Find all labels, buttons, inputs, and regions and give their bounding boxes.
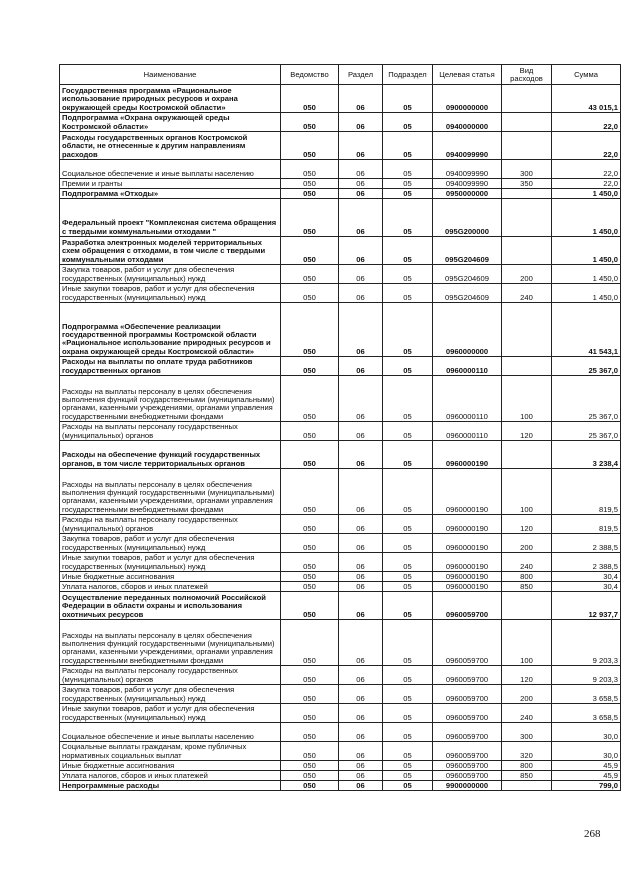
row-subsection: 05 [383, 469, 433, 515]
row-expense-type: 800 [502, 572, 552, 582]
row-name: Подпрограмма «Обеспечение реализации государственной программы Костромской области «Рациональное использование природных ресурсов и охрана окружающей среды Костромской области» [60, 303, 281, 357]
row-amount: 1 450,0 [552, 189, 621, 199]
row-section: 06 [339, 189, 383, 199]
row-name: Расходы на обеспечение функций государственных органов, в том числе территориальных органов [60, 441, 281, 469]
table-row [60, 666, 621, 685]
row-section: 06 [339, 132, 383, 160]
row-target-item: 0960059700 [433, 685, 502, 704]
row-amount: 819,5 [552, 469, 621, 515]
row-section: 06 [339, 160, 383, 179]
row-subsection: 05 [383, 666, 433, 685]
row-department: 050 [281, 723, 339, 742]
row-expense-type [502, 357, 552, 376]
row-department: 050 [281, 113, 339, 132]
row-subsection: 05 [383, 265, 433, 284]
row-department: 050 [281, 534, 339, 553]
row-subsection: 05 [383, 685, 433, 704]
row-target-item: 0960000190 [433, 441, 502, 469]
row-section: 06 [339, 704, 383, 723]
row-subsection: 05 [383, 189, 433, 199]
row-amount: 1 450,0 [552, 284, 621, 303]
row-name: Иные бюджетные ассигнования [60, 572, 281, 582]
row-target-item: 0960000190 [433, 572, 502, 582]
row-expense-type [502, 303, 552, 357]
row-department: 050 [281, 742, 339, 761]
row-expense-type: 120 [502, 515, 552, 534]
row-department: 050 [281, 582, 339, 592]
row-amount: 41 543,1 [552, 303, 621, 357]
row-section: 06 [339, 237, 383, 265]
table-row [60, 771, 621, 781]
row-amount: 22,0 [552, 160, 621, 179]
row-amount: 3 658,5 [552, 704, 621, 723]
row-subsection: 05 [383, 592, 433, 620]
header-name: Наименование [60, 65, 281, 85]
row-subsection: 05 [383, 761, 433, 771]
row-department: 050 [281, 469, 339, 515]
row-name: Разработка электронных моделей территориальных схем обращения с отходами, в том числе с твердыми коммунальными отходами [60, 237, 281, 265]
row-target-item: 0950000000 [433, 189, 502, 199]
table-header-row [60, 65, 621, 85]
row-expense-type [502, 781, 552, 791]
row-expense-type: 300 [502, 723, 552, 742]
row-target-item: 0960000190 [433, 534, 502, 553]
row-name: Федеральный проект "Комплексная система обращения с твердыми коммунальными отходами " [60, 199, 281, 237]
header-target-item: Целевая статья [433, 65, 502, 85]
row-name: Расходы государственных органов Костромской области, не отнесенные к другим направлениям расходов [60, 132, 281, 160]
row-section: 06 [339, 515, 383, 534]
row-target-item: 0900000000 [433, 85, 502, 113]
row-section: 06 [339, 723, 383, 742]
budget-table-container [59, 64, 620, 791]
row-section: 06 [339, 284, 383, 303]
row-section: 06 [339, 303, 383, 357]
row-section: 06 [339, 572, 383, 582]
row-department: 050 [281, 704, 339, 723]
table-row [60, 284, 621, 303]
row-department: 050 [281, 771, 339, 781]
row-expense-type: 850 [502, 771, 552, 781]
row-amount: 22,0 [552, 113, 621, 132]
row-amount: 1 450,0 [552, 237, 621, 265]
header-subsection: Подраздел [383, 65, 433, 85]
row-department: 050 [281, 160, 339, 179]
row-subsection: 05 [383, 85, 433, 113]
table-row [60, 685, 621, 704]
row-expense-type [502, 189, 552, 199]
table-row [60, 179, 621, 189]
row-target-item: 0960000110 [433, 357, 502, 376]
row-expense-type: 240 [502, 284, 552, 303]
row-section: 06 [339, 85, 383, 113]
row-expense-type: 200 [502, 534, 552, 553]
row-name: Подпрограмма «Отходы» [60, 189, 281, 199]
row-amount: 45,9 [552, 771, 621, 781]
row-name: Закупка товаров, работ и услуг для обеспечения государственных (муниципальных) нужд [60, 534, 281, 553]
row-section: 06 [339, 771, 383, 781]
table-row [60, 199, 621, 237]
table-row [60, 553, 621, 572]
table-row [60, 723, 621, 742]
row-amount: 30,4 [552, 572, 621, 582]
table-row [60, 742, 621, 761]
table-row [60, 515, 621, 534]
row-target-item: 0960059700 [433, 742, 502, 761]
row-amount: 25 367,0 [552, 422, 621, 441]
row-name: Расходы на выплаты персоналу государственных (муниципальных) органов [60, 422, 281, 441]
row-amount: 1 450,0 [552, 199, 621, 237]
row-subsection: 05 [383, 723, 433, 742]
row-amount: 3 238,4 [552, 441, 621, 469]
row-section: 06 [339, 265, 383, 284]
row-target-item: 0960000190 [433, 582, 502, 592]
row-amount: 30,4 [552, 582, 621, 592]
row-subsection: 05 [383, 742, 433, 761]
row-name: Расходы на выплаты персоналу в целях обеспечения выполнения функций государственными (муниципальными) органами, казенными учреждениями, органами управления государственными внебюджетными фондами [60, 620, 281, 666]
table-row [60, 441, 621, 469]
row-expense-type: 100 [502, 469, 552, 515]
row-name: Государственная программа «Рациональное использование природных ресурсов и охрана окружающей среды Костромской области» [60, 85, 281, 113]
row-target-item: 0960059700 [433, 620, 502, 666]
row-department: 050 [281, 237, 339, 265]
row-name: Иные закупки товаров, работ и услуг для обеспечения государственных (муниципальных) нужд [60, 284, 281, 303]
row-subsection: 05 [383, 534, 433, 553]
row-expense-type: 100 [502, 620, 552, 666]
row-department: 050 [281, 179, 339, 189]
row-section: 06 [339, 199, 383, 237]
row-subsection: 05 [383, 515, 433, 534]
table-row [60, 189, 621, 199]
row-section: 06 [339, 742, 383, 761]
row-target-item: 0960000190 [433, 515, 502, 534]
row-name: Социальное обеспечение и иные выплаты населению [60, 160, 281, 179]
row-expense-type: 850 [502, 582, 552, 592]
row-target-item: 095G200000 [433, 199, 502, 237]
row-section: 06 [339, 553, 383, 572]
row-amount: 30,0 [552, 742, 621, 761]
row-expense-type: 120 [502, 666, 552, 685]
row-target-item: 0960059700 [433, 704, 502, 723]
row-section: 06 [339, 357, 383, 376]
table-row [60, 422, 621, 441]
table-row [60, 265, 621, 284]
table-row [60, 132, 621, 160]
table-row [60, 160, 621, 179]
row-expense-type: 200 [502, 685, 552, 704]
row-subsection: 05 [383, 132, 433, 160]
row-subsection: 05 [383, 199, 433, 237]
row-target-item: 0960000000 [433, 303, 502, 357]
row-target-item: 0960059700 [433, 666, 502, 685]
row-target-item: 0960059700 [433, 771, 502, 781]
row-subsection: 05 [383, 572, 433, 582]
row-amount: 25 367,0 [552, 376, 621, 422]
row-amount: 22,0 [552, 179, 621, 189]
row-target-item: 0940099990 [433, 160, 502, 179]
row-name: Непрограммные расходы [60, 781, 281, 791]
row-department: 050 [281, 189, 339, 199]
row-amount: 9 203,3 [552, 620, 621, 666]
row-department: 050 [281, 620, 339, 666]
row-name: Уплата налогов, сборов и иных платежей [60, 582, 281, 592]
row-section: 06 [339, 781, 383, 791]
table-row [60, 704, 621, 723]
row-target-item: 0960000110 [433, 422, 502, 441]
row-subsection: 05 [383, 620, 433, 666]
row-department: 050 [281, 685, 339, 704]
row-department: 050 [281, 781, 339, 791]
row-name: Социальное обеспечение и иные выплаты населению [60, 723, 281, 742]
row-amount: 43 015,1 [552, 85, 621, 113]
row-department: 050 [281, 592, 339, 620]
row-department: 050 [281, 199, 339, 237]
row-expense-type [502, 132, 552, 160]
row-amount: 30,0 [552, 723, 621, 742]
page-number: 268 [584, 828, 601, 840]
row-amount: 22,0 [552, 132, 621, 160]
row-name: Закупка товаров, работ и услуг для обеспечения государственных (муниципальных) нужд [60, 265, 281, 284]
row-department: 050 [281, 284, 339, 303]
row-expense-type: 300 [502, 160, 552, 179]
table-row [60, 761, 621, 771]
row-target-item: 0960059700 [433, 723, 502, 742]
row-amount: 799,0 [552, 781, 621, 791]
row-subsection: 05 [383, 553, 433, 572]
table-row [60, 357, 621, 376]
budget-table [59, 64, 621, 791]
row-section: 06 [339, 761, 383, 771]
row-target-item: 0940000000 [433, 113, 502, 132]
row-name: Расходы на выплаты персоналу в целях обеспечения выполнения функций государственными (муниципальными) органами, казенными учреждениями, органами управления государственными внебюджетными фондами [60, 469, 281, 515]
row-amount: 25 367,0 [552, 357, 621, 376]
row-department: 050 [281, 132, 339, 160]
row-name: Расходы на выплаты по оплате труда работников государственных органов [60, 357, 281, 376]
row-section: 06 [339, 113, 383, 132]
row-target-item: 0960000110 [433, 376, 502, 422]
table-row [60, 376, 621, 422]
row-amount: 1 450,0 [552, 265, 621, 284]
table-row [60, 582, 621, 592]
row-department: 050 [281, 303, 339, 357]
row-target-item: 0940099990 [433, 132, 502, 160]
row-expense-type [502, 113, 552, 132]
row-department: 050 [281, 441, 339, 469]
table-body [60, 85, 621, 791]
row-section: 06 [339, 620, 383, 666]
row-department: 050 [281, 265, 339, 284]
row-expense-type: 120 [502, 422, 552, 441]
row-name: Социальные выплаты гражданам, кроме публичных нормативных социальных выплат [60, 742, 281, 761]
row-section: 06 [339, 582, 383, 592]
row-department: 050 [281, 761, 339, 771]
row-expense-type: 200 [502, 265, 552, 284]
row-target-item: 9900000000 [433, 781, 502, 791]
row-target-item: 0960059700 [433, 761, 502, 771]
row-section: 06 [339, 179, 383, 189]
header-department: Ведомство [281, 65, 339, 85]
table-row [60, 592, 621, 620]
row-amount: 45,9 [552, 761, 621, 771]
row-subsection: 05 [383, 422, 433, 441]
row-expense-type [502, 441, 552, 469]
row-name: Расходы на выплаты персоналу государственных (муниципальных) органов [60, 515, 281, 534]
row-amount: 819,5 [552, 515, 621, 534]
table-row [60, 781, 621, 791]
row-section: 06 [339, 376, 383, 422]
row-expense-type: 350 [502, 179, 552, 189]
row-subsection: 05 [383, 179, 433, 189]
row-section: 06 [339, 422, 383, 441]
table-row [60, 303, 621, 357]
row-amount: 2 388,5 [552, 553, 621, 572]
table-row [60, 572, 621, 582]
row-expense-type: 100 [502, 376, 552, 422]
row-target-item: 0940099990 [433, 179, 502, 189]
row-subsection: 05 [383, 582, 433, 592]
row-expense-type [502, 592, 552, 620]
row-subsection: 05 [383, 441, 433, 469]
row-subsection: 05 [383, 781, 433, 791]
table-row [60, 85, 621, 113]
row-expense-type: 240 [502, 704, 552, 723]
row-amount: 3 658,5 [552, 685, 621, 704]
row-name: Осуществление переданных полномочий Российской Федерации в области охраны и использования охотничьих ресурсов [60, 592, 281, 620]
row-expense-type: 320 [502, 742, 552, 761]
row-subsection: 05 [383, 113, 433, 132]
row-expense-type: 800 [502, 761, 552, 771]
table-row [60, 469, 621, 515]
row-subsection: 05 [383, 704, 433, 723]
row-name: Расходы на выплаты персоналу в целях обеспечения выполнения функций государственными (муниципальными) органами, казенными учреждениями, органами управления государственными внебюджетными фондами [60, 376, 281, 422]
row-target-item: 095G204609 [433, 284, 502, 303]
row-name: Подпрограмма «Охрана окружающей среды Костромской области» [60, 113, 281, 132]
row-section: 06 [339, 534, 383, 553]
table-row [60, 113, 621, 132]
row-expense-type [502, 199, 552, 237]
row-name: Закупка товаров, работ и услуг для обеспечения государственных (муниципальных) нужд [60, 685, 281, 704]
row-name: Расходы на выплаты персоналу государственных (муниципальных) органов [60, 666, 281, 685]
row-expense-type: 240 [502, 553, 552, 572]
row-subsection: 05 [383, 303, 433, 357]
row-section: 06 [339, 685, 383, 704]
row-name: Уплата налогов, сборов и иных платежей [60, 771, 281, 781]
row-target-item: 0960000190 [433, 469, 502, 515]
row-department: 050 [281, 85, 339, 113]
row-subsection: 05 [383, 376, 433, 422]
row-department: 050 [281, 515, 339, 534]
row-section: 06 [339, 592, 383, 620]
row-department: 050 [281, 422, 339, 441]
row-section: 06 [339, 441, 383, 469]
row-name: Премии и гранты [60, 179, 281, 189]
row-amount: 9 203,3 [552, 666, 621, 685]
header-section: Раздел [339, 65, 383, 85]
header-amount: Сумма [552, 65, 621, 85]
row-name: Иные закупки товаров, работ и услуг для обеспечения государственных (муниципальных) нужд [60, 704, 281, 723]
row-name: Иные бюджетные ассигнования [60, 761, 281, 771]
row-department: 050 [281, 553, 339, 572]
row-target-item: 095G204609 [433, 237, 502, 265]
row-amount: 2 388,5 [552, 534, 621, 553]
row-department: 050 [281, 572, 339, 582]
row-name: Иные закупки товаров, работ и услуг для обеспечения государственных (муниципальных) нужд [60, 553, 281, 572]
row-department: 050 [281, 376, 339, 422]
row-section: 06 [339, 469, 383, 515]
row-target-item: 095G204609 [433, 265, 502, 284]
row-target-item: 0960059700 [433, 592, 502, 620]
row-target-item: 0960000190 [433, 553, 502, 572]
row-expense-type [502, 237, 552, 265]
row-subsection: 05 [383, 357, 433, 376]
row-expense-type [502, 85, 552, 113]
header-expense-type: Вид расходов [502, 65, 552, 85]
row-department: 050 [281, 666, 339, 685]
row-subsection: 05 [383, 237, 433, 265]
row-department: 050 [281, 357, 339, 376]
row-section: 06 [339, 666, 383, 685]
table-row [60, 237, 621, 265]
table-row [60, 620, 621, 666]
table-row [60, 534, 621, 553]
row-subsection: 05 [383, 284, 433, 303]
row-amount: 12 937,7 [552, 592, 621, 620]
row-subsection: 05 [383, 160, 433, 179]
row-subsection: 05 [383, 771, 433, 781]
